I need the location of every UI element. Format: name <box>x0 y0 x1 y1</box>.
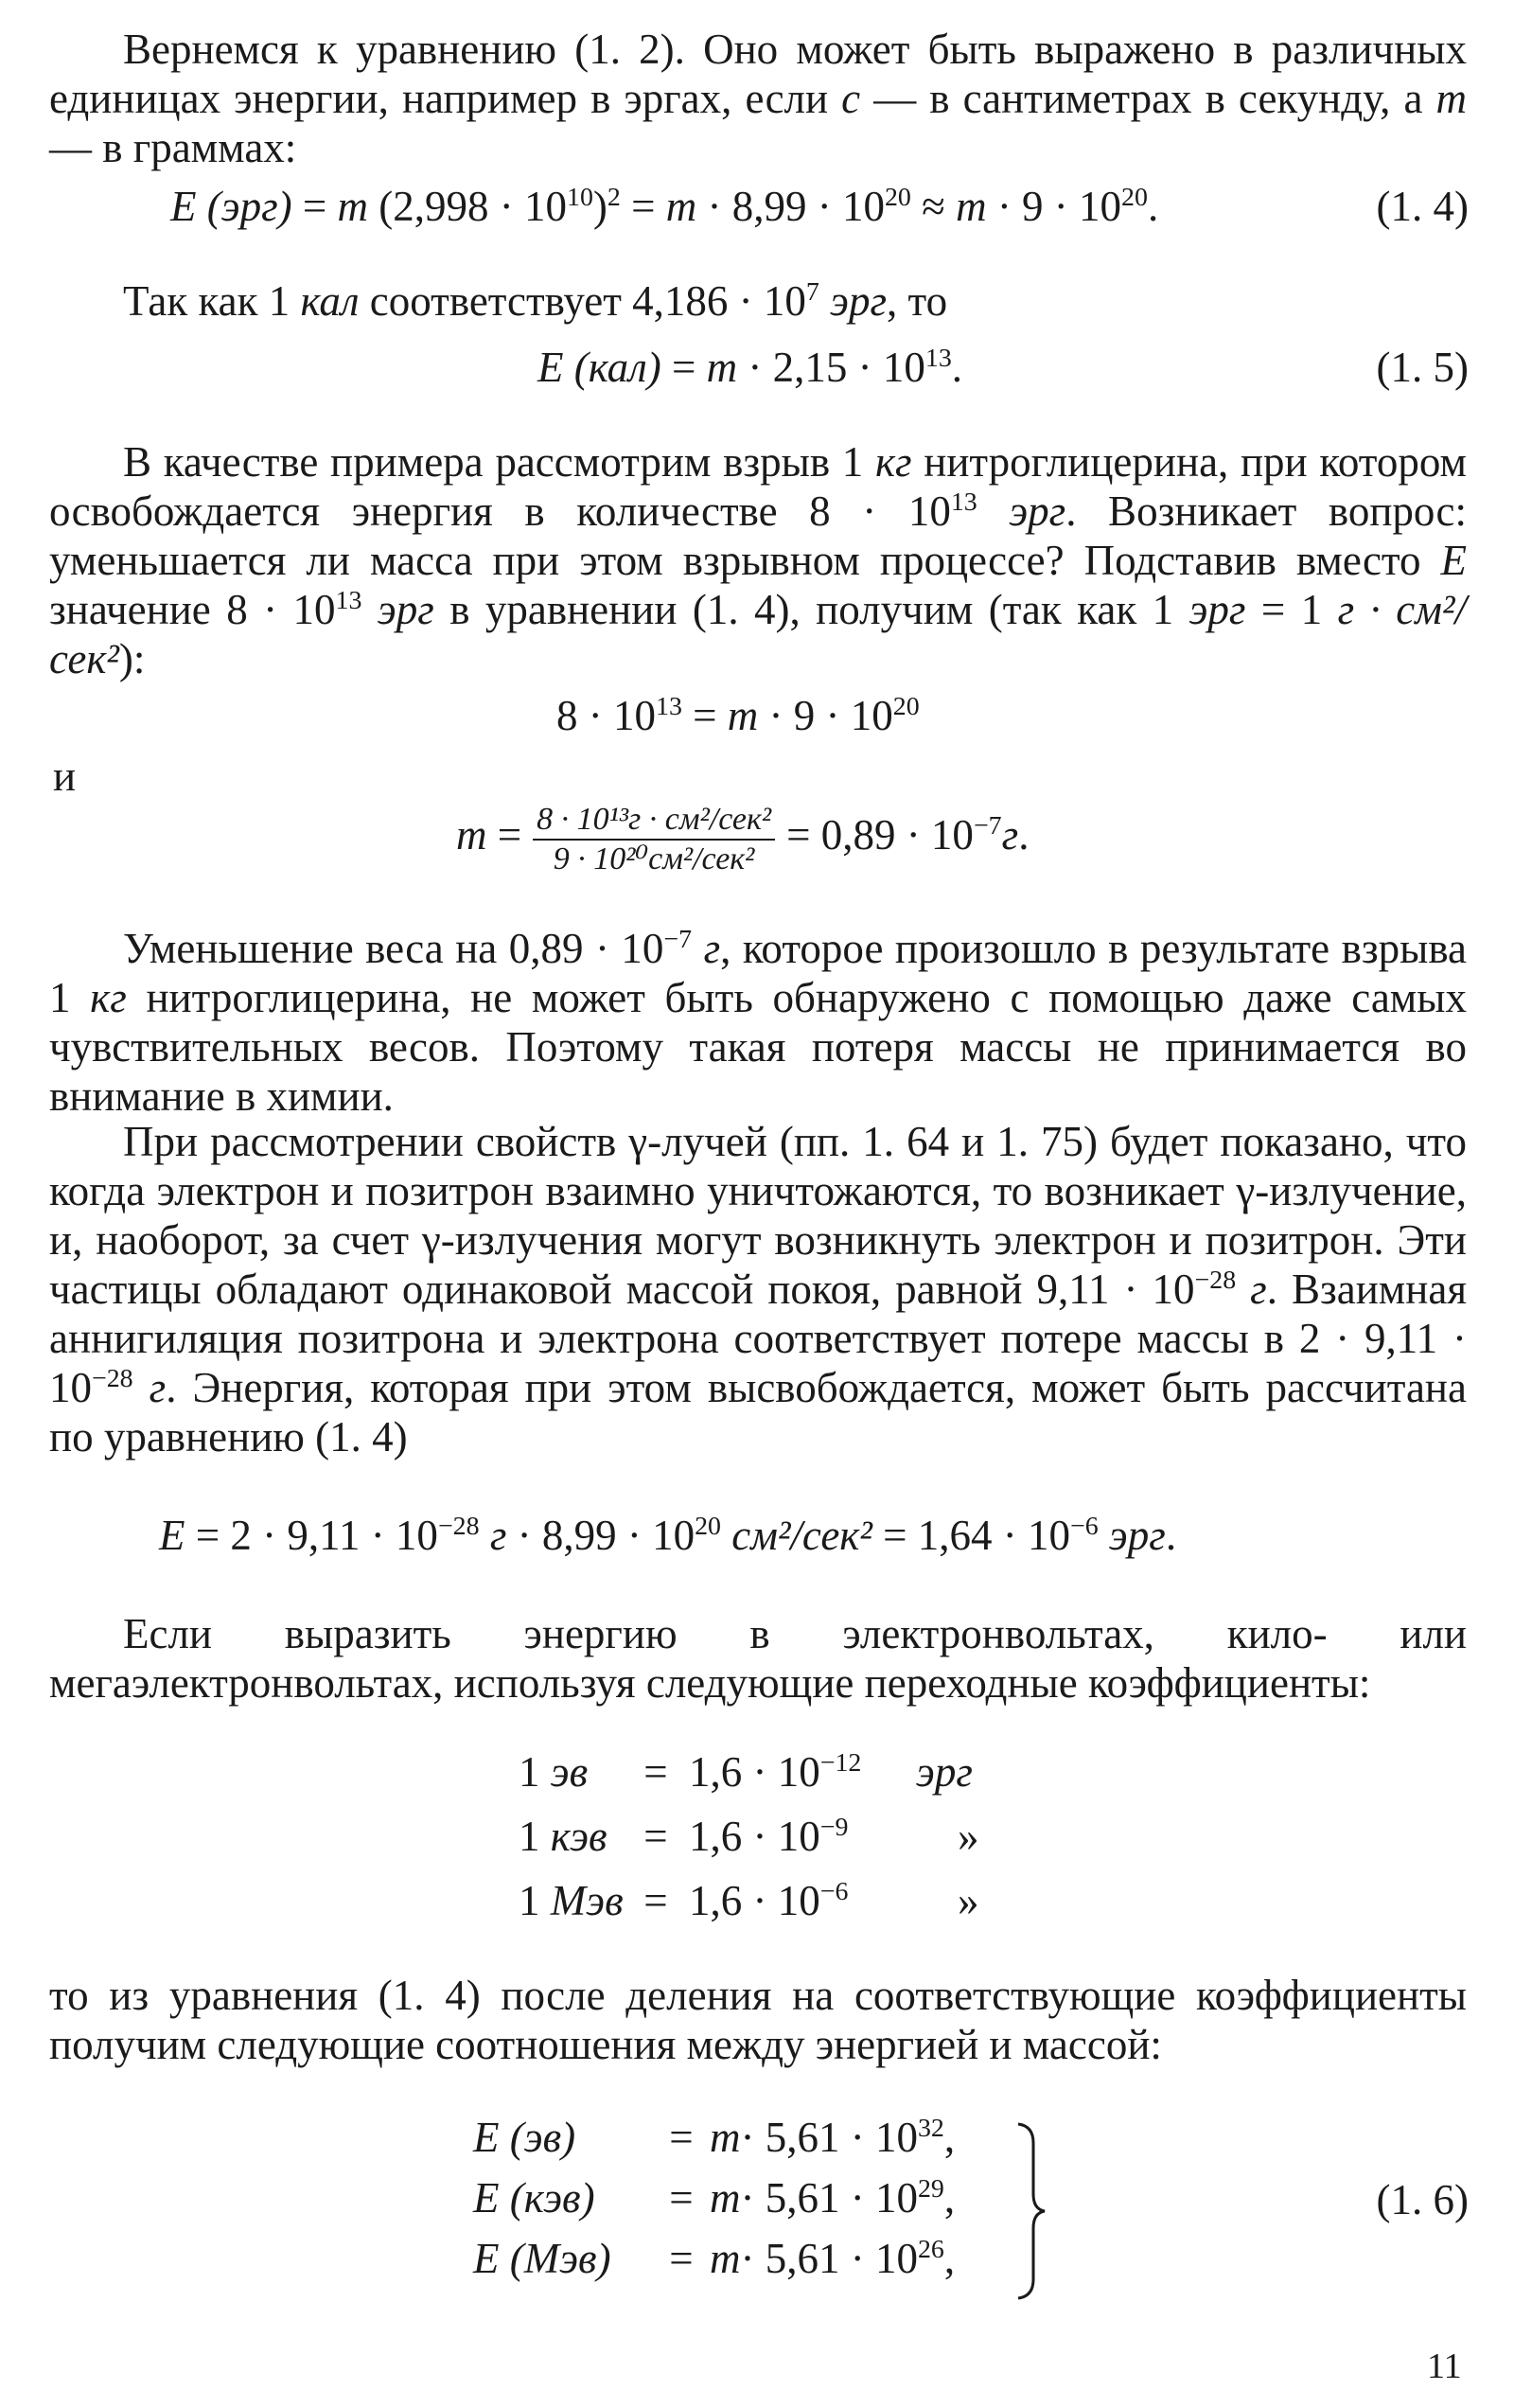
conversion-row: 1 эв = $1,6 \cdot 10^{-12}$ эрг <box>519 1748 973 1796</box>
paragraph-cal: Так как 1 кал соответствует $4,186 \cdot 10^7$ эрг, то <box>123 277 948 325</box>
symbol-m: m <box>1435 75 1467 122</box>
text-segment: Вернемся к уравнению (1. 2). Оно может быть выражено в различных единицах энергии, например в эргах, если <box>49 26 1467 122</box>
fraction-denominator: 9 · 10²⁰см²/сек² <box>553 841 755 876</box>
right-brace-icon <box>1012 2120 1050 2302</box>
text-segment: — в граммах: <box>49 124 297 171</box>
equation-1-4: E (эрг) = m $(2,998 \cdot 10^{10})^2 = m \cdot 8,99 \cdot 10^{20} \approx m \cdot 9 \cdot 10^{20}$. <box>170 183 1159 230</box>
paragraph-nitroglycerin: В качестве примера рассмотрим взрыв 1 кг нитроглицерина, при котором освобождается энергия в количестве $8 \cdot 10^{13}$ эрг. Возникает вопрос: уменьшается ли масса при этом взрывном процессе? Подставив вместо E значение $8 \cdot 10^{13}$ эрг в уравнении (1. 4), получим (так как 1 эрг = 1 г · см²/сек²): <box>49 438 1468 682</box>
symbol-c: c <box>841 75 861 122</box>
equation-label-1-5: (1. 5) <box>1376 344 1469 391</box>
equation-fraction: m = $\frac{\text{8 · 10¹³г · см²/сек²}}{\text{9 · 10²⁰см²/сек²}}$ = $0,89 \cdot 10^{-7}г$. <box>456 801 1030 876</box>
relation-row: E $(кэв) = m\cdot 5,61 \cdot 10^{29}$, <box>473 2174 956 2222</box>
fraction-numerator: 8 · 10¹³г · см²/сек² <box>533 801 775 841</box>
relation-row: E $(эв) = m\cdot 5,61 \cdot 10^{32}$, <box>473 2114 956 2161</box>
paragraph-relations-intro: то из уравнения (1. 4) после деления на соответствующие коэффициенты получим следующие соотношения между энергией и массой: <box>49 1972 1467 2068</box>
fraction <box>533 801 775 878</box>
equation-annihilation-energy: $E = 2 \cdot 9,11 \cdot 10^{-28}$ $г \cdot 8,99 \cdot 10^{20}$ $см^2/сек^2 = 1,64 \cdot 10^{-6}$ эрг. <box>159 1512 1177 1559</box>
conversion-row: 1 кэв = $1,6 \cdot 10^{-9}$ » <box>519 1813 979 1860</box>
paragraph-intro <box>49 25 1467 172</box>
equation-label-1-6: (1. 6) <box>1376 2176 1469 2223</box>
equation-label-1-4: (1. 4) <box>1376 183 1469 230</box>
relation-row: E $(Мэв) = m\cdot 5,61 \cdot 10^{26}$, <box>473 2235 956 2282</box>
conversion-row: 1 Мэв = $1,6 \cdot 10^{-6}$ » <box>519 1877 979 1924</box>
page-number: 11 <box>1427 2346 1462 2386</box>
text-segment: — в сантиметрах в секунду, а <box>860 75 1436 122</box>
paragraph-gamma-rays: При рассмотрении свойств γ-лучей (пп. 1. 64 и 1. 75) будет показано, что когда электрон и позитрон взаимно уничтожаются, то возникает γ-излучение, и, наоборот, за счет γ-излучения могут возникнуть электрон и позитрон. Эти частицы обладают одинаковой массой покоя, равной $9,11 \cdot 10^{-28}$ г. Взаимная аннигиляция позитрона и электрона соответствует потере массы в $2 \cdot 9,11 \cdot 10^{-28}$ г. Энергия, которая при этом высвобождается, может быть рассчитана по уравнению (1. 4) <box>49 1118 1468 1461</box>
paragraph-weight-loss: Уменьшение веса на $0,89 \cdot 10^{-7}$ г, которое произошло в результате взрыва 1 кг нитроглицерина, не может быть обнаружено с помощью даже самых чувствительных весов. Поэтому такая потеря массы не принимается во внимание в химии. <box>49 925 1467 1120</box>
unit-erg: (эрг) <box>206 183 292 230</box>
equation-1-5: E $(кал) = m \cdot 2,15 \cdot 10^{13}$. <box>537 344 963 391</box>
conjunction-and: и <box>53 752 77 800</box>
symbol-e: E <box>170 183 197 230</box>
equation-substitution: $8 \cdot 10^{13} = m \cdot 9 \cdot 10^{20}$ <box>556 692 920 739</box>
paragraph-electronvolts: Если выразить энергию в электронвольтах, кило- или мегаэлектронвольтах, используя следующие переходные коэффициенты: <box>49 1610 1467 1707</box>
